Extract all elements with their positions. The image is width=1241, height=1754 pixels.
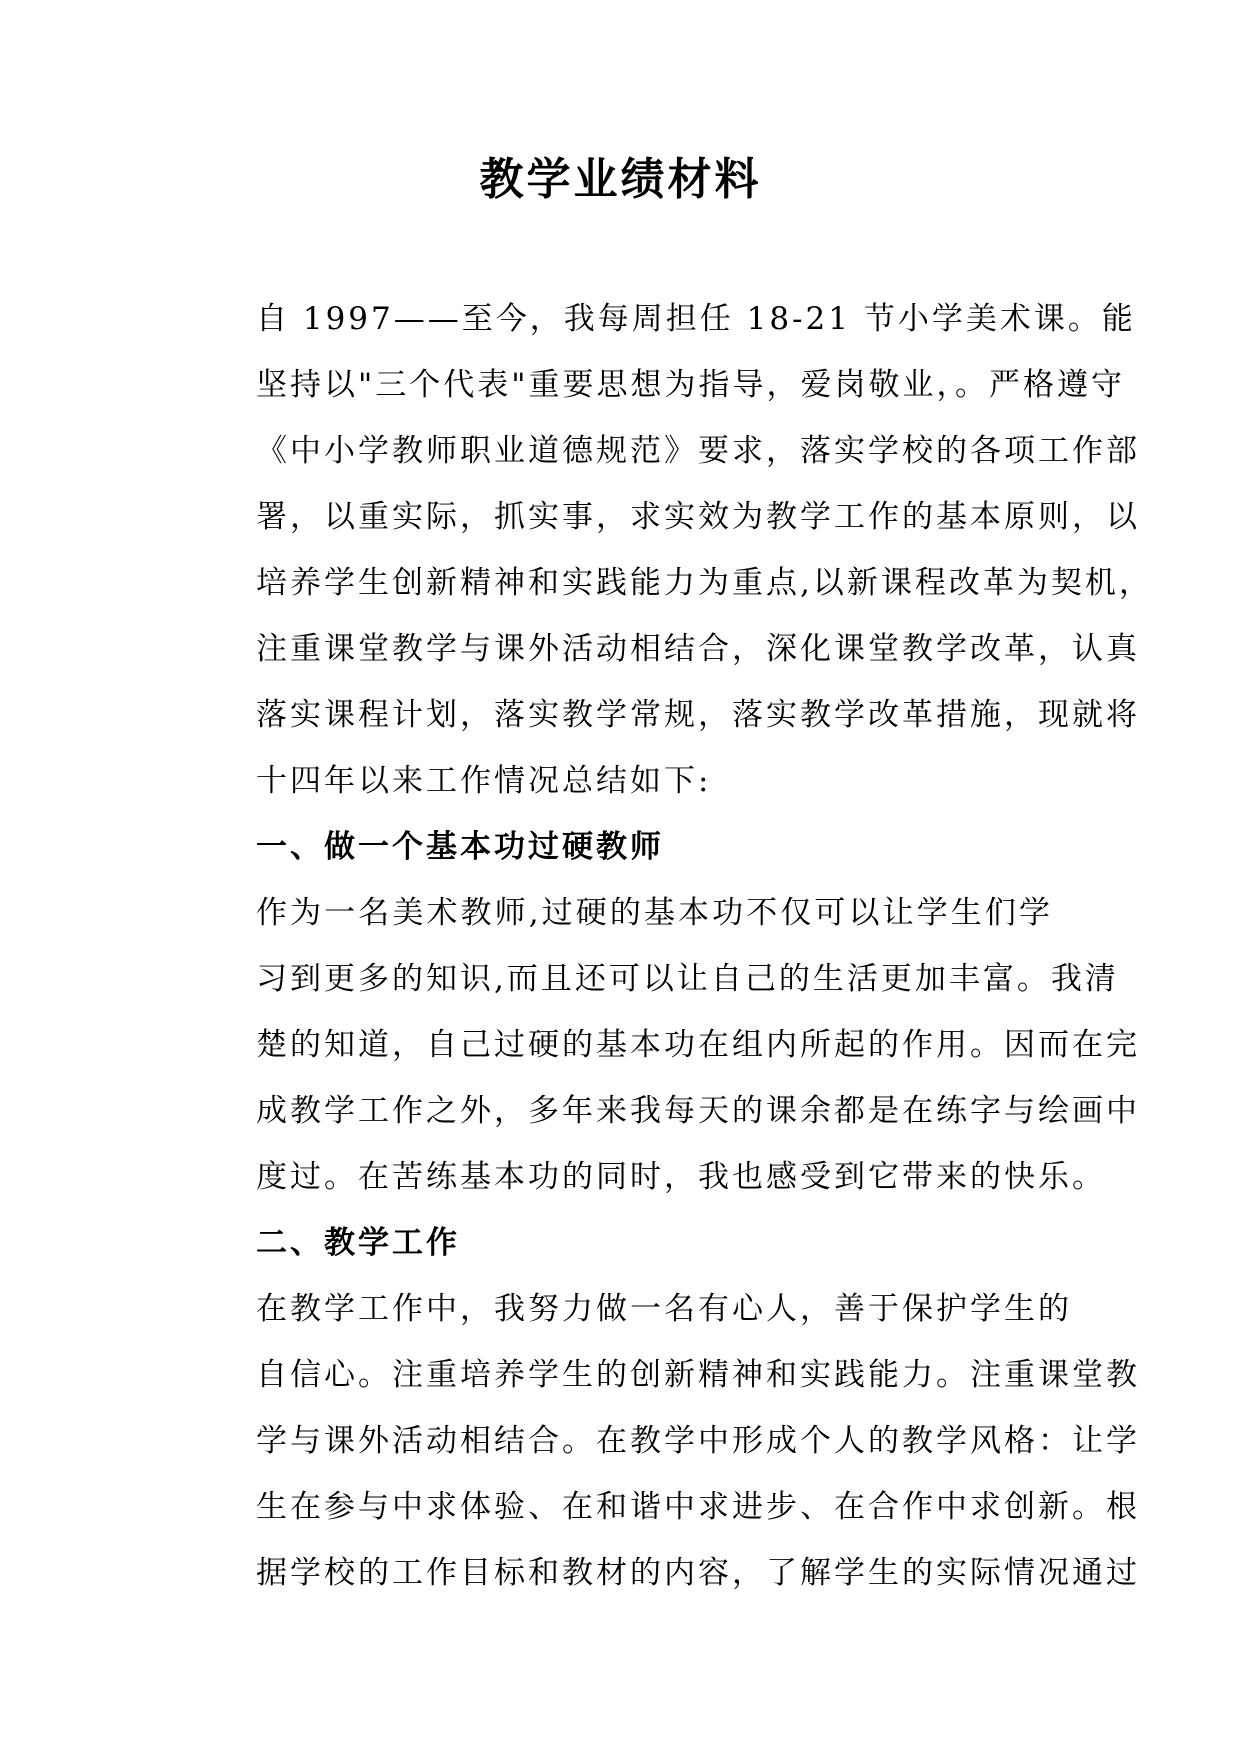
document-body	[190, 286, 1153, 1606]
text-line: 习到更多的知识,而且还可以让自己的生活更加丰富。我清	[256, 961, 1119, 997]
text-line: 十四年以来工作情况总结如下:	[256, 763, 712, 799]
text-line: 《中小学教师职业道德规范》要求，落实学校的各项工作部	[256, 433, 1140, 469]
heading-text: 一、做一个基本功过硬教师	[256, 829, 664, 865]
heading-text: 二、教学工作	[256, 1225, 460, 1261]
text-line: 坚持以"三个代表"重要思想为指导，爱岗敬业，。严格遵守	[256, 367, 1126, 403]
text-line: 度过。在苦练基本功的同时，我也感受到它带来的快乐。	[256, 1159, 1106, 1195]
text-line: 署，以重实际，抓实事，求实效为教学工作的基本原则，以	[256, 499, 1140, 535]
section-heading-teaching-work	[190, 1210, 1053, 1276]
text-line: 注重课堂教学与课外活动相结合，深化课堂教学改革，认真	[256, 631, 1140, 667]
document-title: 教学业绩材料	[479, 154, 762, 205]
paragraph-intro	[190, 286, 1153, 814]
text-line: 据学校的工作目标和教材的内容，了解学生的实际情况通过	[256, 1555, 1140, 1591]
paragraph-teaching-work	[190, 1276, 1140, 1606]
text-line: 自 1997——至今，我每周担任 18-21 节小学美术课。能	[256, 301, 1136, 337]
text-line: 生在参与中求体验、在和谐中求进步、在合作中求创新。根	[256, 1489, 1140, 1525]
text-line: 落实课程计划，落实教学常规，落实教学改革措施，现就将	[256, 697, 1140, 733]
text-line: 成教学工作之外，多年来我每天的课余都是在练字与绘画中	[256, 1093, 1140, 1129]
text-line: 学与课外活动相结合。在教学中形成个人的教学风格：让学	[256, 1423, 1140, 1459]
text-line: 楚的知道，自己过硬的基本功在组内所起的作用。因而在完	[256, 1027, 1140, 1063]
text-line: 在教学工作中，我努力做一名有心人，善于保护学生的	[256, 1291, 1072, 1327]
paragraph-basic-skills	[190, 880, 1140, 1210]
text-line: 培养学生创新精神和实践能力为重点,以新课程改革为契机，	[256, 565, 1153, 601]
text-line: 作为一名美术教师,过硬的基本功不仅可以让学生们学	[256, 895, 1053, 931]
section-heading-basic-skills	[190, 814, 1053, 880]
text-line: 自信心。注重培养学生的创新精神和实践能力。注重课堂教	[256, 1357, 1140, 1393]
